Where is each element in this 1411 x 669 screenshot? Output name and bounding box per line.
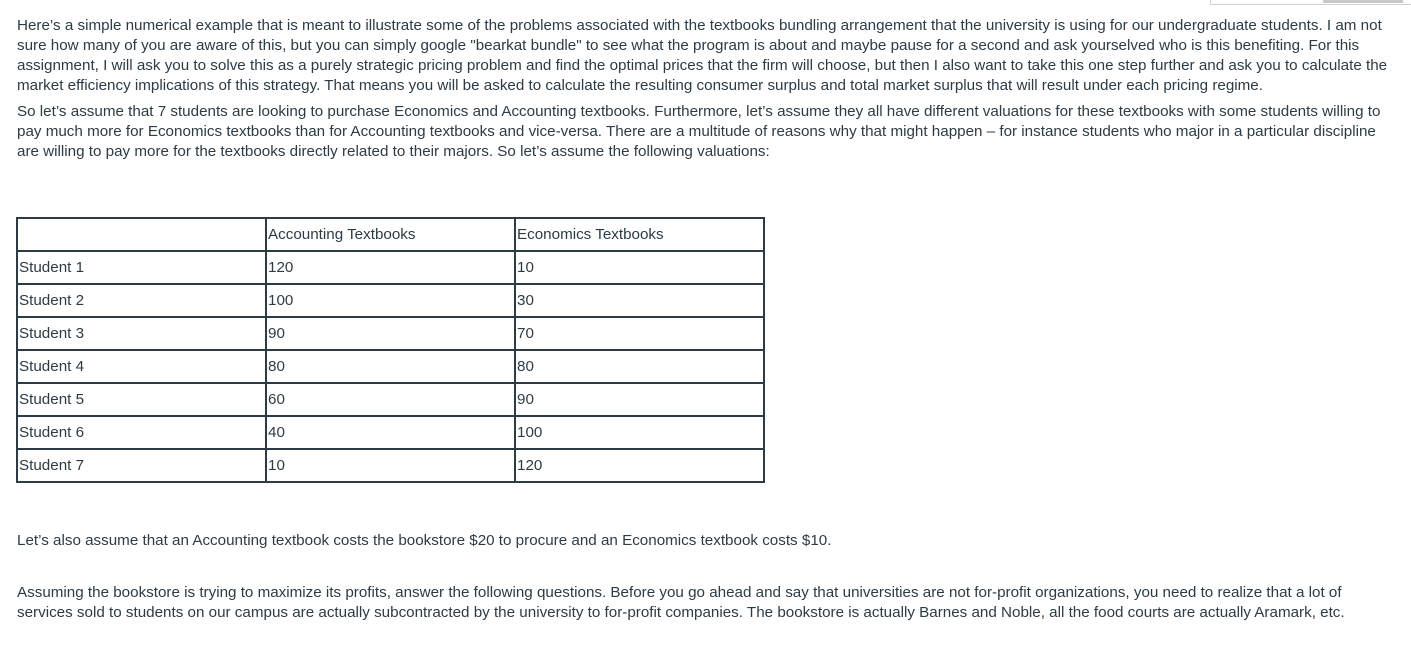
table-header-cell: Accounting Textbooks xyxy=(266,218,515,251)
assignment-body xyxy=(17,16,1397,162)
table-row xyxy=(17,350,764,383)
table-header-cell xyxy=(17,218,266,251)
scrollbar-thumb[interactable] xyxy=(1210,0,1411,5)
closing-paragraph: Assuming the bookstore is trying to maximize its profits, answer the following questions. Before you go ahead and say that universities are not for-profit organizations, you need to realize that a lot of services sold to students on our campus are actually subcontracted by the university to for-profit companies. The bookstore is actually Barnes and Noble, all the food courts are actually Aramark, etc. xyxy=(17,584,1345,621)
economics-cell: 90 xyxy=(515,383,764,416)
accounting-cell: 40 xyxy=(266,416,515,449)
economics-cell: 120 xyxy=(515,449,764,482)
economics-cell: 80 xyxy=(515,350,764,383)
table-row xyxy=(17,449,764,482)
cost-paragraph: Let’s also assume that an Accounting textbook costs the bookstore $20 to procure and an Economics textbook costs $10. xyxy=(17,532,832,549)
student-cell: Student 1 xyxy=(17,251,266,284)
table-row xyxy=(17,284,764,317)
student-cell: Student 5 xyxy=(17,383,266,416)
student-cell: Student 6 xyxy=(17,416,266,449)
student-cell: Student 3 xyxy=(17,317,266,350)
economics-cell: 100 xyxy=(515,416,764,449)
assumption-paragraph: So let’s assume that 7 students are looking to purchase Economics and Accounting textbooks. Furthermore, let’s assume they all have different valuations for these textbooks with some students willing to pay much more for Economics textbooks than for Accounting textbooks and vice-versa. There are a multitude of reasons why that might happen – for instance students who major in a particular discipline are willing to pay more for the textbooks directly related to their majors. So let’s assume the following valuations: xyxy=(17,103,1381,160)
table-row xyxy=(17,251,764,284)
accounting-cell: 80 xyxy=(266,350,515,383)
student-cell: Student 2 xyxy=(17,284,266,317)
economics-cell: 70 xyxy=(515,317,764,350)
valuations-table xyxy=(16,217,765,483)
accounting-cell: 100 xyxy=(266,284,515,317)
student-cell: Student 4 xyxy=(17,350,266,383)
accounting-cell: 60 xyxy=(266,383,515,416)
student-cell: Student 7 xyxy=(17,449,266,482)
table-header-row xyxy=(17,218,764,251)
accounting-cell: 10 xyxy=(266,449,515,482)
table-row xyxy=(17,383,764,416)
table-header-cell: Economics Textbooks xyxy=(515,218,764,251)
table-row xyxy=(17,317,764,350)
economics-cell: 30 xyxy=(515,284,764,317)
accounting-cell: 90 xyxy=(266,317,515,350)
accounting-cell: 120 xyxy=(266,251,515,284)
intro-paragraph: Here’s a simple numerical example that is meant to illustrate some of the problems associated with the textbooks bundling arrangement that the university is using for our undergraduate students. I am not sure how many of you are aware of this, but you can simply google "bearkat bundle" to see what the program is about and maybe pause for a second and ask yourselved who is this benefiting. For this assignment, I will ask you to solve this as a purely strategic pricing problem and find the optimal prices that the firm will choose, but then I also want to take this one step further and ask you to calculate the market efficiency implications of this strategy. That means you will be asked to calculate the resulting consumer surplus and total market surplus that will result under each pricing regime. xyxy=(17,17,1388,94)
economics-cell: 10 xyxy=(515,251,764,284)
table-row xyxy=(17,416,764,449)
